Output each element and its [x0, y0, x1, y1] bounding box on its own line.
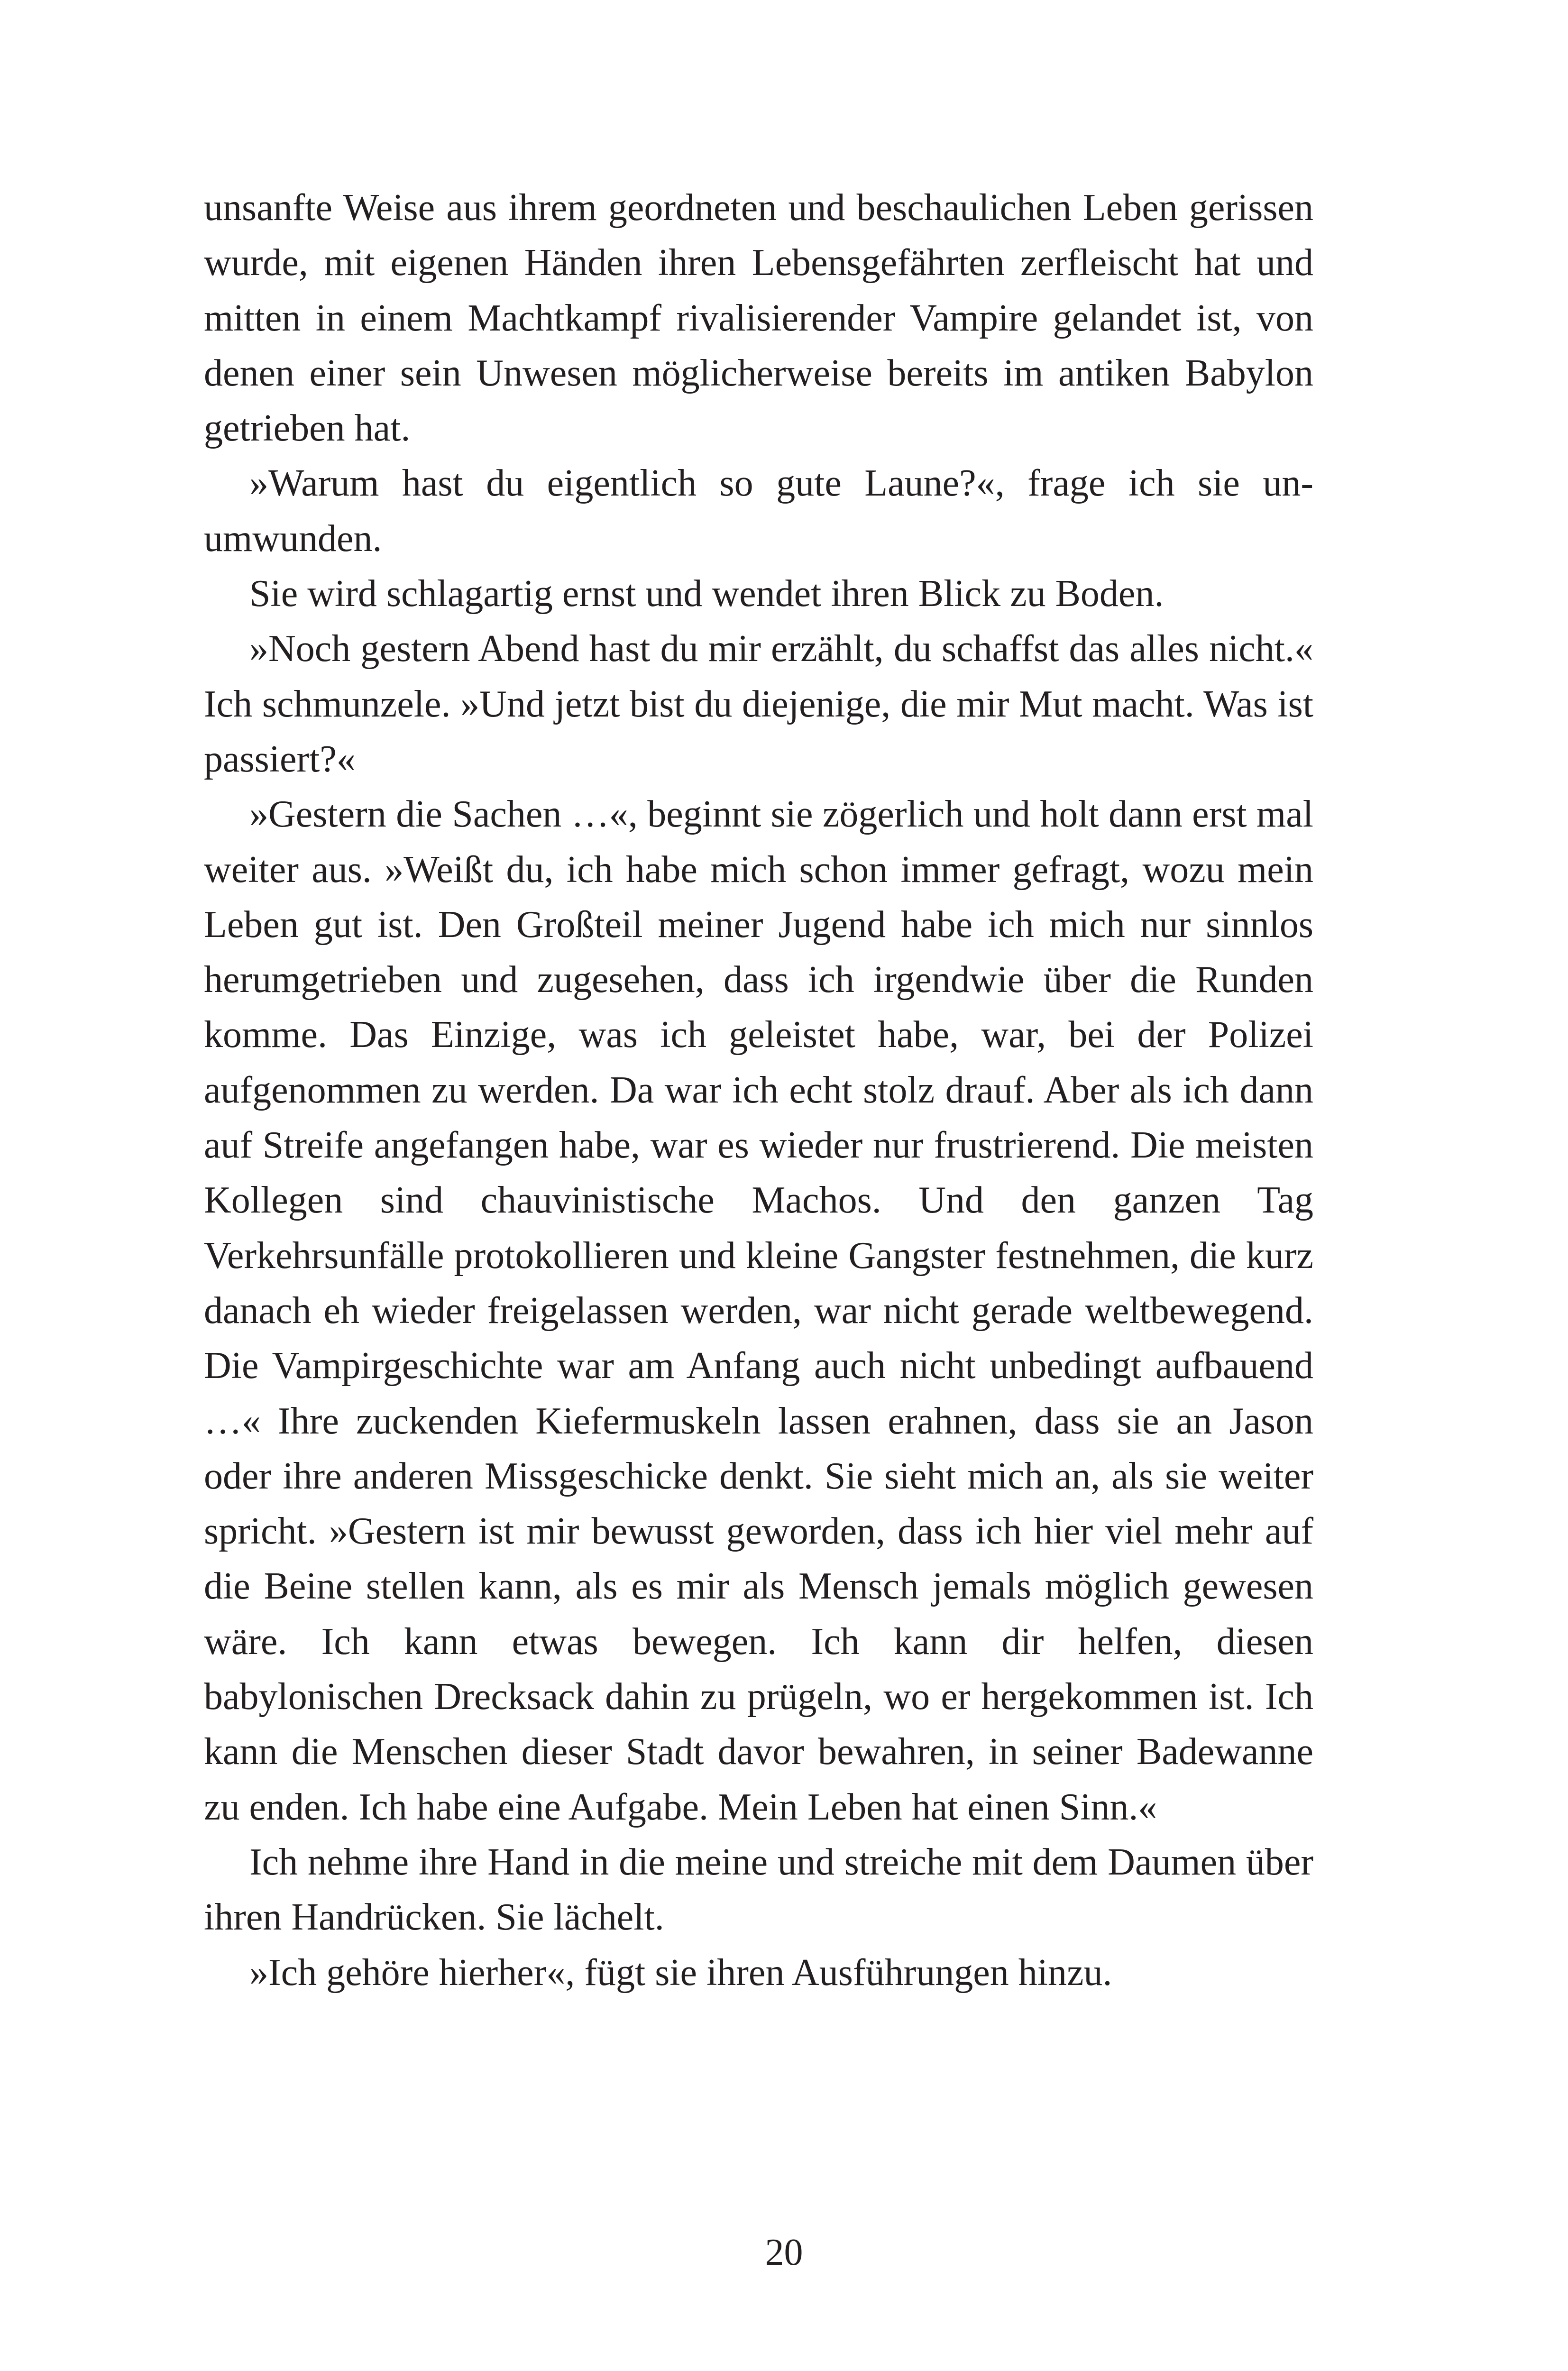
paragraph-5: »Gestern die Sachen …«, beginnt sie zögerlich und holt dann erst mal weiter aus. »Weißt du, ich habe mich schon immer gefragt, wozu mein Leben gut ist. Den Großteil meiner Jugend habe ich mich nur sinnlos herumgetrieben und zugesehen, dass ich irgendwie über die Runden komme. Das Einzige, was ich geleistet habe, war, bei der Polizei aufgenommen zu werden. Da war ich echt stolz drauf. Aber als ich dann auf Streife angefangen habe, war es wieder nur frustrierend. Die meisten Kollegen sind chauvinistische Machos. Und den ganzen Tag Verkehrsunfälle protokollieren und kleine Gangster festnehmen, die kurz danach eh wieder freigelassen werden, war nicht gerade weltbewegend. Die Vampirgeschichte war am Anfang auch nicht unbedingt aufbauend …« Ihre zuckenden Kiefermuskeln lassen erahnen, dass sie an Jason oder ihre anderen Missgeschicke denkt. Sie sieht mich an, als sie weiter spricht. »Gestern ist mir bewusst geworden, dass ich hier viel mehr auf die Beine stellen kann, als es mir als Mensch jemals möglich gewesen wäre. Ich kann etwas bewegen. Ich kann dir helfen, diesen babylonischen Drecksack dahin zu prügeln, wo er hergekommen ist. Ich kann die Menschen dieser Stadt davor bewahren, in seiner Badewanne zu enden. Ich habe eine Aufgabe. Mein Leben hat einen Sinn.«: [204, 793, 1313, 1828]
paragraph-4: »Noch gestern Abend hast du mir erzählt, du schaffst das alles nicht.« Ich schmunzele. »Und jetzt bist du diejenige, die mir Mut macht. Was ist passiert?«: [204, 628, 1313, 780]
body-text: [204, 180, 1313, 2000]
paragraph-7: »Ich gehöre hierher«, fügt sie ihren Ausführungen hinzu.: [249, 1951, 1112, 1994]
page-number: 20: [765, 2232, 803, 2273]
paragraph-3: Sie wird schlagartig ernst und wendet ihren Blick zu Boden.: [249, 573, 1164, 615]
paragraph-1: unsanfte Weise aus ihrem geordneten und beschaulichen Leben gerissen wurde, mit eigenen Händen ihren Lebensgefährten zerfleischt hat und mitten in einem Machtkampf rivalisierender Vampire gelandet ist, von denen einer sein Unwesen möglicherweise bereits im antiken Babylon getrieben hat.: [204, 187, 1313, 450]
paragraph-2: »Warum hast du eigentlich so gute Laune?«, frage ich sie unumwunden.: [204, 462, 1313, 560]
paragraph-6: Ich nehme ihre Hand in die meine und streiche mit dem Daumen über ihren Handrücken. Sie lächelt.: [204, 1841, 1313, 1939]
